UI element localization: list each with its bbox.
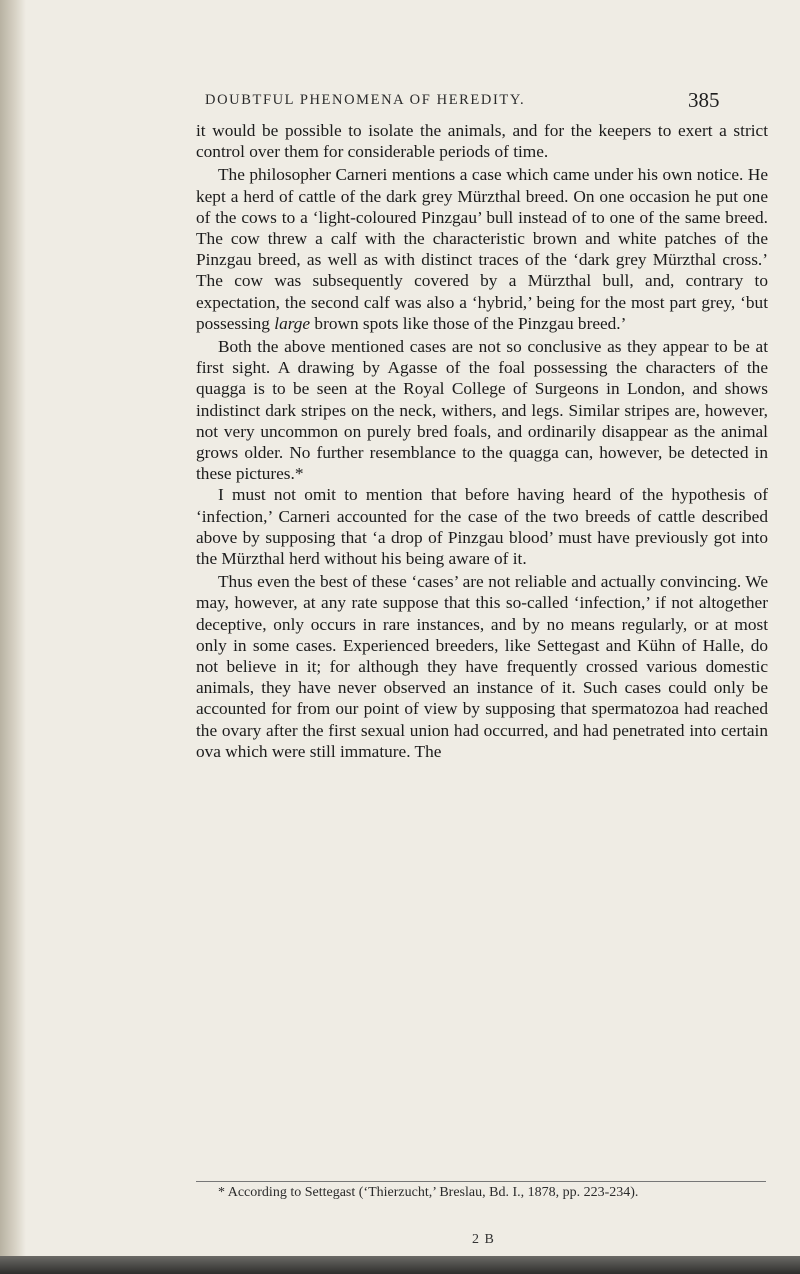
paragraph-3-text: Both the above mentioned cases are not so conclusive as they appear to be at first sight. A drawing by Agasse of the foal possessing the characters of the quagga is to be seen at the Royal College of Surgeons in London, and shows indistinct dark stripes on the neck, withers, and legs. Similar stripes are, however, not very uncommon on purely bred foals, and ordinarily disappear as the animal grows older. No further resemblance to the quagga can, however, be detected in these pictures.* <box>196 337 768 484</box>
page-number: 385 <box>688 88 720 112</box>
paragraph-2-text: The philosopher Carneri mentions a case which came under his own notice. He kept a herd of cattle of the dark grey Mürzthal breed. On one occasion he put one of the cows to a ‘light-coloured Pinzgau’ bull instead of to one of the same breed. The cow threw a calf with the characteristic brown and white patches of the Pinzgau breed, as well as with distinct traces of the ‘dark grey Mürzthal cross.’ The cow was subsequently covered by a Mürzthal bull, and, contrary to expectation, the second calf was also a ‘hybrid,’ being for the most part grey, ‘but possessing <box>196 165 768 333</box>
page-header <box>205 88 765 118</box>
paragraph-2-text-after: brown spots like those of the Pinzgau breed.’ <box>310 313 627 333</box>
signature-mark: 2 B <box>472 1232 495 1247</box>
running-head: DOUBTFUL PHENOMENA OF HEREDITY. <box>205 92 526 108</box>
spine-shadow <box>0 0 26 1274</box>
footnote-rule <box>196 1181 766 1182</box>
paragraph-4-text: I must not omit to mention that before having heard of the hypothesis of ‘infection,’ Carneri accounted for the case of the two breeds of cattle described above by supposing that ‘a drop of Pinzgau blood’ must have previously got into the Mürzthal herd without his being aware of it. <box>196 485 768 569</box>
bottom-edge <box>0 1256 800 1274</box>
paragraph-5 <box>196 571 768 762</box>
footnote: * According to Settegast (‘Thierzucht,’ Breslau, Bd. I., 1878, pp. 223-234). <box>218 1185 639 1200</box>
paragraph-1-text: it would be possible to isolate the animals, and for the keepers to exert a strict control over them for considerable periods of time. <box>196 121 768 162</box>
paragraph-1 <box>196 120 768 162</box>
body-text <box>196 120 768 762</box>
paragraph-5-text: Thus even the best of these ‘cases’ are not reliable and actually convincing. We may, however, at any rate suppose that this so-called ‘infection,’ if not altogether deceptive, only occurs in rare instances, and by no means regularly, or at most only in some cases. Experienced breeders, like Settegast and Kühn of Halle, do not believe in it; for although they have frequently crossed various domestic animals, they have never observed an instance of it. Such cases could only be accounted for from our point of view by supposing that spermatozoa had reached the ovary after the first sexual union had occurred, and had penetrated into certain ova which were still immature. The <box>196 572 768 761</box>
paragraph-3 <box>196 336 768 484</box>
paragraph-2 <box>196 164 768 334</box>
paragraph-4 <box>196 484 768 569</box>
paragraph-2-italic: large <box>274 313 311 333</box>
